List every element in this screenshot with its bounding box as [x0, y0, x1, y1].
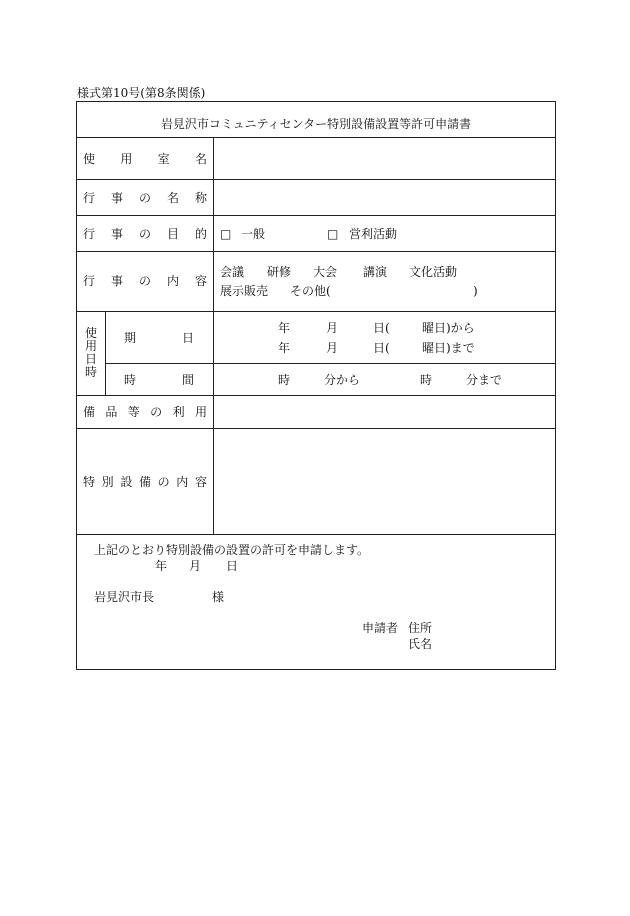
- column-divider: [105, 311, 106, 395]
- column-divider: [213, 137, 214, 534]
- row-divider: [77, 137, 555, 138]
- applicant-label: 申請者: [362, 621, 399, 635]
- content-option-meeting: 会議: [220, 265, 245, 279]
- declaration-statement: 上記のとおり特別設備の設置の許可を申請します。: [94, 543, 370, 557]
- date-from-month: 月: [326, 321, 339, 335]
- application-form: [76, 101, 556, 670]
- time-to-hour: 時: [420, 373, 433, 387]
- time-to-minute: 分まで: [466, 373, 503, 387]
- mayor-honorific: 様: [212, 590, 225, 604]
- date-to-weekday: 曜日)まで: [422, 341, 475, 355]
- time-from-minute: 分から: [324, 373, 361, 387]
- room-label: 使 用 室 名: [83, 152, 207, 166]
- date-from-year: 年: [278, 321, 291, 335]
- general-checkbox[interactable]: □: [220, 227, 232, 241]
- event-name-label: 行 事 の 名 称: [83, 191, 207, 205]
- content-option-other-close: ): [473, 284, 478, 298]
- special-equipment-label: 特 別 設 備 の 内 容: [83, 475, 207, 489]
- declaration-day: 日: [226, 559, 239, 573]
- date-to-month: 月: [326, 341, 339, 355]
- date-to-day: 日(: [373, 341, 390, 355]
- row-divider: [77, 179, 555, 180]
- event-purpose-label: 行 事 の 目 的: [83, 227, 207, 241]
- form-number-caption: 様式第10号(第8条関係): [77, 86, 206, 100]
- date-label: 期 日: [124, 331, 194, 345]
- content-option-other: その他(: [290, 284, 331, 298]
- content-option-convention: 大会: [313, 265, 338, 279]
- row-divider: [77, 534, 555, 535]
- general-option: 一般: [241, 227, 266, 241]
- form-title: 岩見沢市コミュニティセンター特別設備設置等許可申請書: [160, 117, 472, 131]
- usage-datetime-label: 使 用 日 時: [84, 326, 97, 379]
- row-divider: [77, 428, 555, 429]
- date-from-weekday: 曜日)から: [422, 321, 475, 335]
- applicant-name-label: 氏名: [408, 637, 433, 651]
- row-divider: [105, 363, 555, 364]
- declaration-month: 月: [189, 559, 202, 573]
- date-to-year: 年: [278, 341, 291, 355]
- row-divider: [77, 251, 555, 252]
- content-option-lecture: 講演: [363, 265, 388, 279]
- content-option-training: 研修: [267, 265, 292, 279]
- date-from-day: 日(: [373, 321, 390, 335]
- content-option-cultural: 文化活動: [409, 265, 458, 279]
- row-divider: [77, 311, 555, 312]
- time-from-hour: 時: [278, 373, 291, 387]
- row-divider: [77, 215, 555, 216]
- commercial-option: 営利活動: [349, 227, 398, 241]
- content-option-exhibit-sale: 展示販売: [220, 284, 269, 298]
- time-label: 時 間: [124, 373, 194, 387]
- applicant-address-label: 住所: [408, 621, 433, 635]
- commercial-checkbox[interactable]: □: [327, 227, 339, 241]
- row-divider: [77, 395, 555, 396]
- mayor-addressee: 岩見沢市長: [94, 590, 155, 604]
- declaration-year: 年: [155, 559, 168, 573]
- event-content-label: 行 事 の 内 容: [83, 274, 207, 288]
- equipment-use-label: 備 品 等 の 利 用: [83, 405, 207, 419]
